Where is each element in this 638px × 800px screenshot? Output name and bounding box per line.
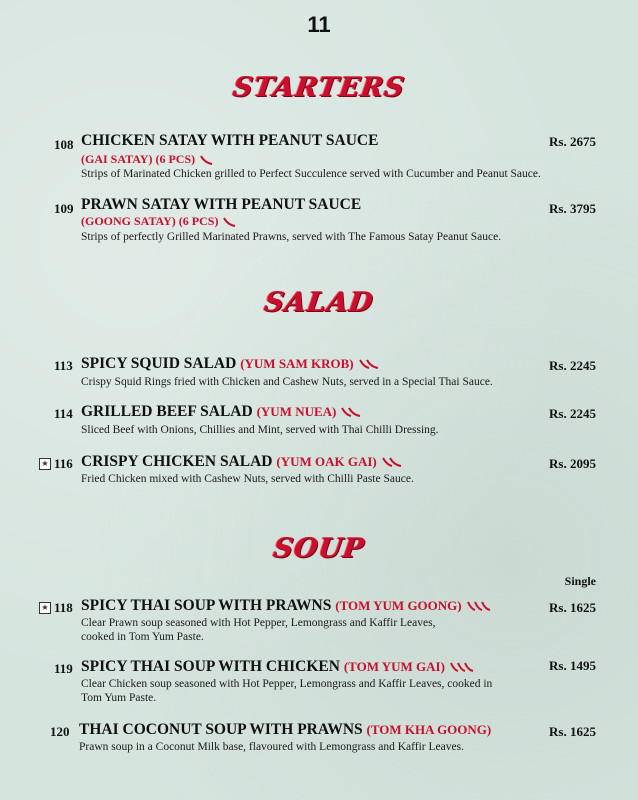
item-price: Rs. 2245: [549, 358, 596, 373]
item-description: Crispy Squid Rings fried with Chicken and Cashew Nuts, served in a Special Thai Sauce.: [81, 376, 493, 388]
item-name-text: GRILLED BEEF SALAD: [81, 403, 253, 420]
item-price: Rs. 2245: [549, 406, 596, 421]
chili-icon: [222, 217, 236, 227]
chili-icon: [381, 457, 403, 467]
item-thai-name: [81, 214, 236, 229]
item-name: [81, 658, 475, 676]
item-description: Fried Chicken mixed with Cashew Nuts, served with Chilli Paste Sauce.: [81, 473, 414, 485]
chili-icon: [340, 407, 362, 417]
item-number: 120: [50, 724, 70, 739]
section-title-starters: STARTERS: [230, 72, 407, 103]
item-price: Rs. 3795: [549, 201, 596, 216]
item-number: 114: [54, 406, 73, 421]
item-name-text: SPICY SQUID SALAD: [81, 355, 237, 372]
item-price: Rs. 2675: [549, 134, 596, 149]
item-price: Rs. 1495: [549, 658, 596, 673]
item-description-line2: Tom Yum Paste.: [81, 692, 157, 704]
item-name: [81, 597, 492, 615]
item-description-line1: Clear Chicken soup seasoned with Hot Pepper, Lemongrass and Kaffir Leaves, cooked in: [81, 678, 493, 690]
item-price: Rs. 1625: [549, 600, 596, 615]
chef-special-icon: ★: [39, 602, 51, 614]
item-name: [81, 403, 362, 421]
item-price: Rs. 2095: [549, 456, 596, 471]
thai-text: (GOONG SATAY) (6 PCS): [81, 214, 219, 228]
item-price: Rs. 1625: [549, 724, 596, 739]
item-thai-name: (TOM KHA GOONG): [366, 722, 492, 737]
item-number: 118: [54, 600, 73, 615]
item-name: CHICKEN SATAY WITH PEANUT SAUCE: [81, 132, 379, 149]
item-name-text: SPICY THAI SOUP WITH CHICKEN: [81, 658, 340, 675]
single-column-label: Single: [564, 574, 596, 588]
item-name-text: THAI COCONUT SOUP WITH PRAWNS: [79, 721, 363, 738]
item-name-text: SPICY THAI SOUP WITH PRAWNS: [81, 597, 332, 614]
chili-icon: [199, 155, 213, 165]
item-description-line1: Clear Prawn soup seasoned with Hot Pepper, Lemongrass and Kaffir Leaves,: [81, 617, 436, 629]
item-name: [79, 721, 491, 739]
item-thai-name: (TOM YUM GAI): [343, 659, 445, 674]
item-name: PRAWN SATAY WITH PEANUT SAUCE: [81, 196, 362, 213]
item-number: 119: [54, 661, 73, 676]
item-description: Strips of Marinated Chicken grilled to Perfect Succulence served with Cucumber and Peanut Sauce.: [81, 168, 541, 180]
item-number: 109: [54, 201, 74, 216]
item-thai-name: (YUM OAK GAI): [276, 454, 377, 469]
item-thai-name: (YUM NUEA): [256, 404, 337, 419]
chili-icon: [449, 662, 475, 672]
item-description: Prawn soup in a Coconut Milk base, flavoured with Lemongrass and Kaffir Leaves.: [79, 741, 464, 753]
page-number: 11: [307, 12, 331, 37]
item-number: 108: [54, 137, 74, 152]
item-description: Strips of perfectly Grilled Marinated Prawns, served with The Famous Satay Peanut Sauce.: [81, 231, 502, 243]
item-thai-name: (YUM SAM KROB): [240, 356, 354, 371]
item-number: 113: [54, 358, 73, 373]
item-description: Sliced Beef with Onions, Chillies and Mint, served with Thai Chilli Dressing.: [81, 424, 439, 436]
item-number: 116: [54, 456, 73, 471]
item-thai-name: (TOM YUM GOONG): [335, 598, 462, 613]
item-thai-name: [81, 152, 213, 167]
item-name-text: CRISPY CHICKEN SALAD: [81, 453, 273, 470]
chili-icon: [466, 601, 492, 611]
section-title-soup: SOUP: [271, 533, 367, 564]
item-name: [81, 453, 403, 471]
thai-text: (GAI SATAY) (6 PCS): [81, 152, 196, 166]
chili-icon: [358, 359, 380, 369]
chef-special-icon: ★: [39, 458, 51, 470]
item-description-line2: cooked in Tom Yum Paste.: [81, 631, 204, 643]
item-name: [81, 355, 380, 373]
section-title-salad: SALAD: [262, 287, 376, 318]
